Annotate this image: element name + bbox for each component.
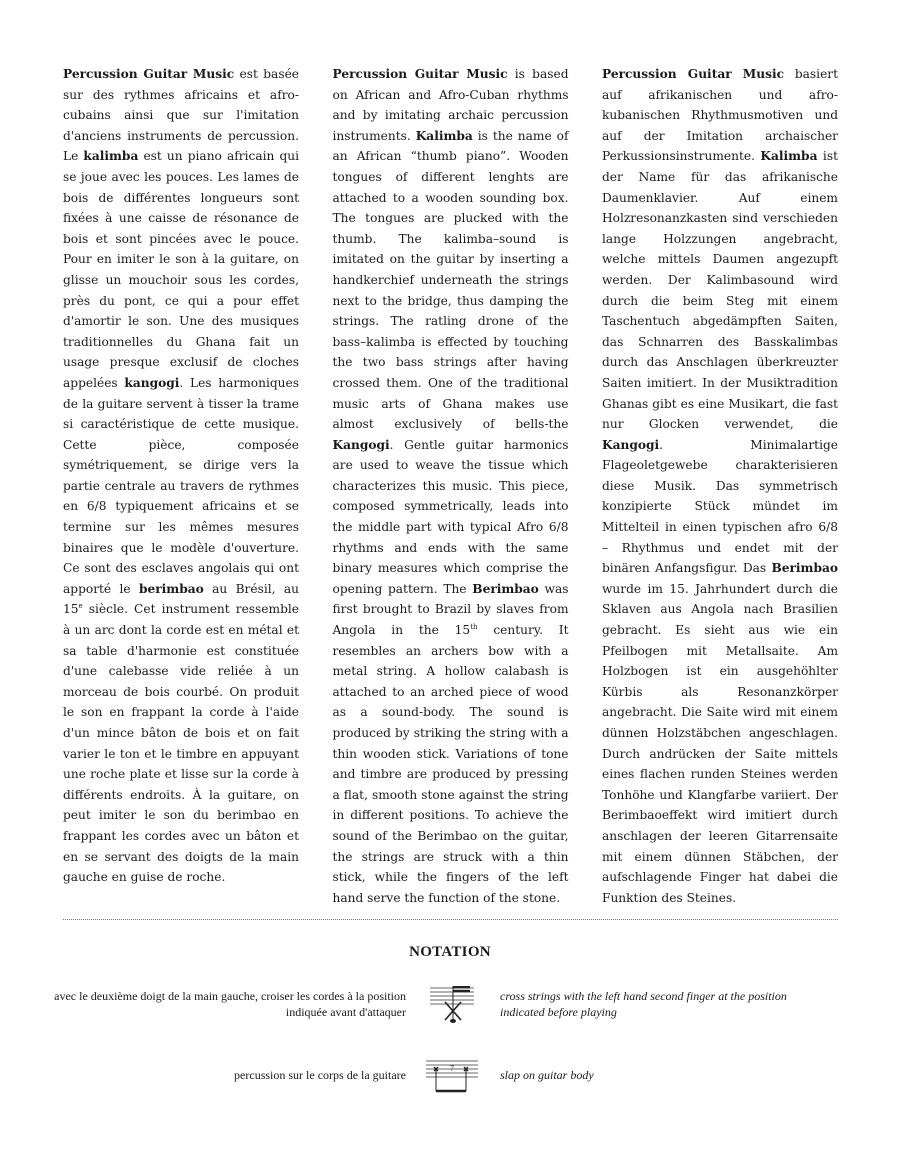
term-berimbao-german: Berimbao bbox=[771, 561, 838, 576]
section-divider bbox=[63, 919, 838, 920]
term-kangogi-german: Kangogi bbox=[602, 437, 660, 452]
term-berimbao-english: Berimbao bbox=[472, 581, 539, 596]
lead-title-german: Percussion Guitar Music bbox=[602, 67, 785, 81]
term-kalimba-english: Kalimba bbox=[415, 128, 473, 143]
term-kalimba-german: Kalimba bbox=[760, 149, 818, 164]
term-berimbao-french: berimbao bbox=[138, 581, 204, 596]
term-kangogi-french: kangogi bbox=[124, 375, 180, 390]
slap-body-notation-icon bbox=[426, 1057, 478, 1101]
notation-description-french: avec le deuxième doigt de la main gauche, croiser les cordes à la position indiquée avant d'attaquer bbox=[54, 989, 406, 1019]
cross-strings-notation-icon bbox=[430, 986, 474, 1028]
notation-description-english: cross strings with the left hand second finger at the position indicated before playing bbox=[500, 989, 787, 1019]
notation-description-english: slap on guitar body bbox=[500, 1068, 594, 1082]
paragraph-german: Percussion Guitar Music basiert auf afrikanischen und afro-kubanischen Rhythmusmotiven und auf der Imitation archaischer Perkussionsinstrumente. Kalimba ist der Name für das afrikanische Daumenklavier. Auf einem Holzresonanzkasten sind verschieden lange Holzzungen angebracht, welche mittels Daumen angezupft werden. Der Kalimbasound wird durch die beim Steg mit einem Taschentuch abgedämpften Saiten, das Schnarren des Basskalimbas durch das Anschlagen überkreuzter Saiten imitiert. In der Musiktradition Ghanas gibt es eine Musikart, die fast nur Glocken verwendet, die Kangogi. Minimalartige Flageoletgewebe charakterisieren diese Musik. Das symmetrisch konzipierte Stück mündet im Mittelteil in einen typischen afro 6/8 – Rhythmus und endet mit der binären Anfangsfigur. Das Berimbao wurde im 15. Jahrhundert durch die Sklaven aus Angola nach Brasilien gebracht. Es sieht aus wie ein Pfeilbogen mit Metallsaite. Am Holzbogen ist ein ausgehöhlter Kürbis als Resonanzkörper angebracht. Die Saite wird mit einem dünnen Holzstäbchen angeschlagen. Durch andrücken der Saite mittels eines flachen runden Steines werden Tonhöhe und Klangfarbe variiert. Der Berimbaoeffekt wird imitiert durch anschlagen der leeren Gitarrensaite mit einem dünnen Stäbchen, der aufschlagende Finger hat dabei die Funktion des Steines. bbox=[602, 67, 839, 905]
column-english bbox=[333, 64, 569, 908]
term-kalimba-french: kalimba bbox=[83, 149, 139, 164]
notation-title: NOTATION bbox=[409, 944, 491, 960]
lead-title-english: Percussion Guitar Music bbox=[332, 67, 508, 81]
column-french bbox=[63, 64, 299, 908]
svg-text:7: 7 bbox=[450, 1064, 454, 1073]
lead-title-french: Percussion Guitar Music bbox=[63, 67, 235, 81]
paragraph-french: Percussion Guitar Music est basée sur des rythmes africains et afro-cubains ainsi que sur l'imitation d'anciens instruments de percussion. Le kalimba est un piano africain qui se joue avec les pouces. Les lames de bois de différentes longueurs sont fixées à une caisse de résonance de bois et sont pincées avec le pouce. Pour en imiter le son à la guitare, on glisse un mouchoir sous les cordes, près du pont, ce qui a pour effet d'amortir le son. Une des musiques traditionnelles du Ghana fait un usage presque exclusif de cloches appelées kangogi. Les harmoniques de la guitare servent à tisser la trame si caractéristique de cette musique. Cette pièce, composée symétriquement, se dirige vers la partie centrale au travers de rythmes en 6/8 typiquement africains et se termine sur les mêmes mesures binaires que le modèle d'ouverture. Ce sont des esclaves angolais qui ont apporté le berimbao au Brésil, au 15e siècle. Cet instrument ressemble à un arc dont la corde est en métal et sa table d'harmonie est constituée d'une calebasse vide reliée à un morceau de bois courbé. On produit le son en frappant la corde à l'aide d'un mince bâton de bois et on fait varier le ton et le timbre en appuyant une roche plate et lisse sur la corde à différents endroits. À la guitare, on peut imiter le son du berimbao en frappant les cordes avec un bâton et en se servant des doigts de la main gauche en guise de roche. bbox=[63, 67, 299, 885]
paragraph-english: Percussion Guitar Music is based on African and Afro-Cuban rhythms and by imitating archaic percussion instruments. Kalimba is the name of an African “thumb piano”. Wooden tongues of different lenghts are attached to a wooden sounding box. The tongues are plucked with the thumb. The kalimba–sound is imitated on the guitar by inserting a handkerchief underneath the strings next to the bridge, thus damping the strings. The ratling drone of the bass–kalimba is effected by touching the two bass strings after having crossed them. One of the traditional music arts of Ghana makes use almost exclusively of bells-the Kangogi. Gentle guitar harmonics are used to weave the tissue which characterizes this music. This piece, composed symmetrically, leads into the middle part with typical Afro 6/8 rhythms and ends with the same binary measures which comprise the opening pattern. The Berimbao was first brought to Brazil by slaves from Angola in the 15th century. It resembles an archers bow with a metal string. A hollow calabash is attached to an arched piece of wood as a sound-body. The sound is produced by striking the string with a thin wooden stick. Variations of tone and timbre are produced by pressing a flat, smooth stone against the string in different positions. To achieve the sound of the Berimbao on the guitar, the strings are struck with a thin stick, while the fingers of the left hand serve the function of the stone. bbox=[332, 67, 569, 905]
column-german bbox=[602, 64, 838, 908]
text-columns bbox=[63, 64, 838, 908]
term-kangogi-english: Kangogi bbox=[332, 437, 390, 452]
notation-description-french: percussion sur le corps de la guitare bbox=[234, 1068, 406, 1082]
